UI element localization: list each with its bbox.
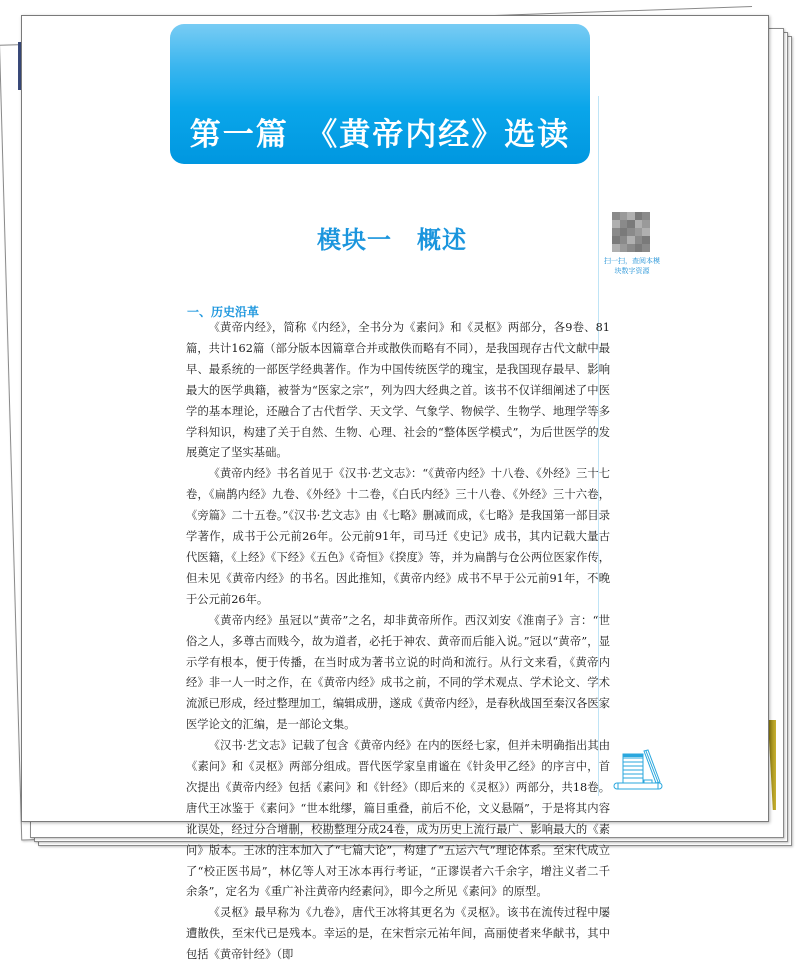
- qr-caption: 扫一扫，查阅本模块数字资源: [604, 257, 660, 275]
- book-page: [21, 15, 769, 962]
- qr-code-icon[interactable]: [612, 212, 650, 252]
- part-title-banner: [170, 24, 590, 164]
- paragraph: 《汉书·艺文志》记载了包含《黄帝内经》在内的医经七家，但并未明确指出其由《素问》和《灵枢》两部分组成。晋代医学家皇甫谧在《针灸甲乙经》的序言中，首次提出《黄帝内经》包括《素问》和《针经》（即后来的《灵枢》）两部分，共18卷。唐代王冰鉴于《素问》“世本纰缪，篇目重叠，前后不伦，文义悬隔”，于是将其内容讹误处，经过分合增删，校勘整理分成24卷，成为历史上流行最广、影响最大的《素问》版本。王冰的注本加入了“七篇大论”，构建了“五运六气”理论体系。至宋代成立了“校正医书局”，林亿等人对王冰本再行考证，“正谬误者六千余字，增注义者二千余条”，定名为《重广补注黄帝内经素问》，即今之所见《素问》的原型。: [186, 739, 610, 899]
- paragraph: 《黄帝内经》，简称《内经》，全书分为《素问》和《灵枢》两部分，各9卷、81篇，共计162篇（部分版本因篇章合并或散佚而略有不同），是我国现存古代文献中最早、最系统的一部医学经典著作。作为中国传统医学的瑰宝，是我国现存最早、影响最大的医学典籍，被誉为“医家之宗”，列为四大经典之首。该书不仅详细阐述了中医学的基本理论，还融合了古代哲学、天文学、气象学、物候学、生物学、地理学等多学科知识，构建了关于自然、生物、心理、社会的“整体医学模式”，为后世医学的发展奠定了坚实基础。: [186, 321, 610, 460]
- paragraph: 《灵枢》最早称为《九卷》，唐代王冰将其更名为《灵枢》。该书在流传过程中屡遭散佚，至宋代已是残本。幸运的是，在宋哲宗元祐年间，高丽使者来华献书，其中包括《黄帝针经》（即: [186, 906, 610, 962]
- part-title: 第一篇 《黄帝内经》选读: [189, 117, 571, 153]
- body-text: [186, 318, 610, 966]
- paragraph: 《黄帝内经》虽冠以“黄帝”之名，却非黄帝所作。西汉刘安《淮南子》言：“世俗之人，多尊古而贱今，故为道者，必托于神农、黄帝而后能入说。”冠以“黄帝”，显示学有根本，便于传播，在当时成为著书立说的时尚和流行。从行文来看，《黄帝内经》非一人一时之作，在《黄帝内经》成书之前，不同的学术观点、学术论文、学术流派已形成，经过整理加工，编辑成册，遂成《黄帝内经》，是春秋战国至秦汉各医家医学论文的汇编，是一部论文集。: [186, 613, 610, 732]
- module-title: 模块一 概述: [317, 225, 467, 254]
- paragraph: 《黄帝内经》书名首见于《汉书·艺文志》：“《黄帝内经》十八卷、《外经》三十七卷，《扁鹊内经》九卷、《外经》十二卷，《白氏内经》三十八卷、《外经》三十六卷，《旁篇》二十五卷。”《汉书·艺文志》由《七略》删减而成，《七略》是我国第一部目录学著作，成书于公元前26年。公元前91年，司马迁《史记》成书，其内记载大量古代医籍，《上经》《下经》《五色》《奇恒》《揆度》等，并为扁鹊与仓公两位医家作传，但未见《黄帝内经》的书名。因此推知，《黄帝内经》成书不早于公元前91年，不晚于公元前26年。: [186, 467, 610, 606]
- books-stack-icon: [610, 749, 666, 791]
- section-heading: 一、历史沿革: [187, 305, 260, 319]
